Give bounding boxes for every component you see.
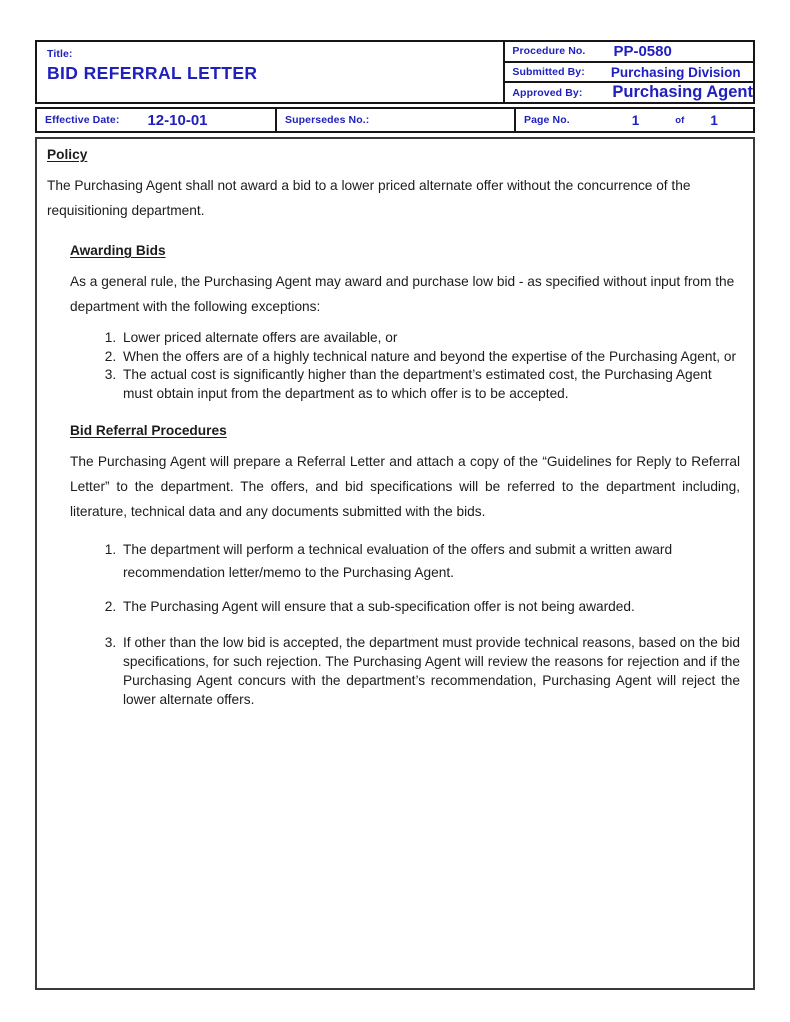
policy-paragraph: The Purchasing Agent shall not award a bid to a lower priced alternate offer without the concurrence of the requisitioning department. xyxy=(47,178,691,218)
procedure-no-value: PP-0580 xyxy=(613,42,672,60)
page-no-value: 1 xyxy=(631,112,640,128)
approved-by-row xyxy=(505,81,753,102)
approved-by-label: Approved By: xyxy=(512,86,583,99)
page-total-value: 1 xyxy=(710,112,718,128)
referral-steps-list xyxy=(70,538,740,709)
supersedes-cell xyxy=(277,109,516,131)
awarding-intro-paragraph: As a general rule, the Purchasing Agent may award and purchase low bid - as specified without input from the department with the following exceptions: xyxy=(70,274,735,314)
awarding-bids-heading: Awarding Bids xyxy=(70,243,166,258)
list-item: 2. When the offers are of a highly technical nature and beyond the expertise of the Purchasing Agent, or xyxy=(120,348,740,367)
page-no-label: Page No. xyxy=(524,114,570,126)
approved-by-value: Purchasing Agent xyxy=(612,83,753,101)
title-label: Title: xyxy=(47,48,73,60)
effective-date-cell xyxy=(37,109,277,131)
procedure-no-row xyxy=(505,42,753,61)
procedure-document xyxy=(35,40,755,990)
policy-heading: Policy xyxy=(47,147,88,162)
list-item: 3. If other than the low bid is accepted, the department must provide technical reasons, based on the bid specifications, for such rejection. The Purchasing Agent will review the reasons for rejection and if the Purchasing Agent concurs with the department’s recommendation, Purchasing Agent will reject the lower alternate offers. xyxy=(120,633,740,709)
supersedes-label: Supersedes No.: xyxy=(285,114,370,126)
submitted-by-value: Purchasing Division xyxy=(610,65,741,80)
header-right-column xyxy=(505,42,753,102)
bid-referral-procedures-heading: Bid Referral Procedures xyxy=(70,423,227,438)
document-body xyxy=(35,137,755,990)
effective-date-label: Effective Date: xyxy=(45,114,120,126)
title-cell xyxy=(37,42,505,102)
referral-intro-paragraph: The Purchasing Agent will prepare a Referral Letter and attach a copy of the “Guidelines for Reply to Referral Letter” to the department. The offers, and bid specifications will be referred to the department including, literature, technical data and any documents submitted with the bids. xyxy=(70,454,740,519)
submitted-by-row xyxy=(505,61,753,82)
awarding-exceptions-list xyxy=(70,329,740,403)
submitted-by-label: Submitted By: xyxy=(512,65,585,78)
document-title: BID REFERRAL LETTER xyxy=(47,63,258,83)
page-no-cell xyxy=(516,109,753,131)
list-item: 3. The actual cost is significantly higher than the department’s estimated cost, the Purchasing Agent must obtain input from the department as to which offer is to be accepted. xyxy=(120,366,740,403)
effective-date-value: 12-10-01 xyxy=(147,111,208,129)
list-item: 2. The Purchasing Agent will ensure that a sub-specification offer is not being awarded. xyxy=(120,597,740,616)
header-table-top xyxy=(35,40,755,104)
page-of-label: of xyxy=(675,114,685,126)
list-item: 1. Lower priced alternate offers are available, or xyxy=(120,329,740,348)
header-table-bottom xyxy=(35,107,755,133)
list-item: 1. The department will perform a technical evaluation of the offers and submit a written award recommendation letter/memo to the Purchasing Agent. xyxy=(120,538,740,584)
procedure-no-label: Procedure No. xyxy=(512,45,586,58)
